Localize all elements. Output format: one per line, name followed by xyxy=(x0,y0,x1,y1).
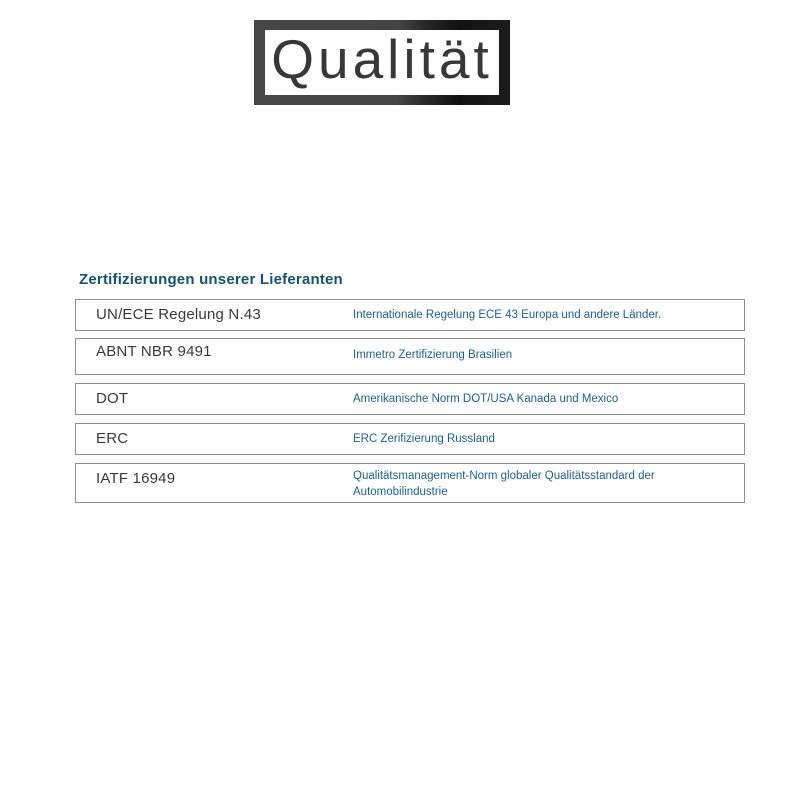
certification-name: UN/ECE Regelung N.43 xyxy=(96,306,261,323)
table-row xyxy=(75,299,745,331)
certification-description: Internationale Regelung ECE 43 Europa und andere Länder. xyxy=(353,309,662,321)
certification-name: ABNT NBR 9491 xyxy=(96,343,212,360)
certification-description: ERC Zerifizierung Russland xyxy=(353,433,495,445)
quality-logo-text: Qualität xyxy=(271,28,493,90)
certification-name: IATF 16949 xyxy=(96,470,176,487)
quality-logo-inner xyxy=(265,30,499,95)
table-row xyxy=(75,338,745,375)
table-row xyxy=(75,463,745,503)
certification-description: Immetro Zertifizierung Brasilien xyxy=(353,349,513,361)
table-row xyxy=(75,383,745,415)
certification-description: Amerikanische Norm DOT/USA Kanada und Mexico xyxy=(353,393,619,405)
certifications-table xyxy=(75,299,745,503)
quality-logo-frame xyxy=(254,20,510,105)
table-row xyxy=(75,423,745,455)
certification-name: DOT xyxy=(96,390,129,407)
certification-name: ERC xyxy=(96,430,129,447)
certification-description: Qualitätsmanagement-Norm globaler Qualitätsstandard der Automobilindustrie xyxy=(353,470,655,498)
page-title: Zertifizierungen unserer Lieferanten xyxy=(79,271,343,288)
